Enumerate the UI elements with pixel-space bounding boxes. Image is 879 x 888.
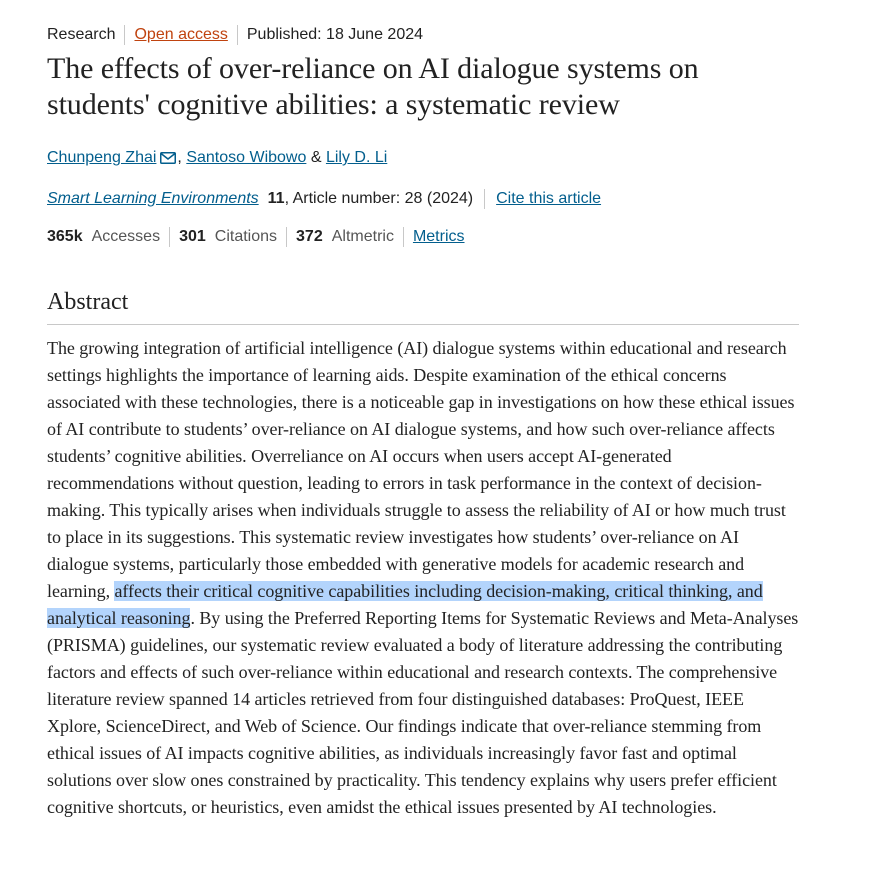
citations-label: Citations xyxy=(214,228,278,245)
altmetric-label: Altmetric xyxy=(331,228,394,245)
journal-link[interactable]: Smart Learning Environments xyxy=(47,190,259,207)
accesses-label: Accesses xyxy=(91,228,161,245)
accesses-count: 365k xyxy=(47,228,83,245)
article xyxy=(47,24,799,821)
open-access-link[interactable]: Open access xyxy=(134,26,228,43)
abstract-text xyxy=(47,335,799,821)
divider xyxy=(286,227,287,247)
abstract-text-part: The growing integration of artificial intelligence (AI) dialogue systems within educational and research settings highlights the importance of learning aids. Despite examination of the ethical concerns associated with these technologies, there is a noticeable gap in investigations on how these ethical issues of AI contribute to students’ over-reliance on AI dialogue systems, and how such over-reliance affects students’ cognitive abilities. Overreliance on AI occurs when users accept AI-generated recommendations without question, leading to errors in task performance in the context of decision-making. This typically arises when individuals struggle to assess the reliability of AI or how much trust to place in its suggestions. This systematic review investigates how students’ over-reliance on AI dialogue systems, particularly those embedded with generative models for academic research and learning, xyxy=(47,338,795,601)
author-link-zhai[interactable]: Chunpeng Zhai xyxy=(47,149,157,166)
divider xyxy=(169,227,170,247)
article-meta-row xyxy=(47,24,799,46)
author-link-wibowo[interactable]: Santoso Wibowo xyxy=(186,149,307,166)
abstract-heading: Abstract xyxy=(47,287,799,325)
author-separator: , xyxy=(177,149,187,166)
published-date: Published: 18 June 2024 xyxy=(246,26,424,43)
altmetric-score: 372 xyxy=(296,228,323,245)
divider xyxy=(124,25,125,45)
article-number: , Article number: 28 (2024) xyxy=(284,190,474,207)
divider xyxy=(484,189,485,209)
mail-icon[interactable] xyxy=(156,152,177,164)
author-list xyxy=(47,147,799,169)
metrics-link[interactable]: Metrics xyxy=(412,228,465,245)
journal-info xyxy=(47,188,799,210)
divider xyxy=(403,227,404,247)
citations-count: 301 xyxy=(179,228,206,245)
journal-volume: 11 xyxy=(267,190,285,207)
divider xyxy=(237,25,238,45)
metrics-row xyxy=(47,226,799,248)
article-title: The effects of over-reliance on AI dialogue systems on students' cognitive abilities: a systematic review xyxy=(47,52,699,121)
abstract-text-highlight: affects their critical cognitive capabilities including decision-making, critical thinking, and analytical reasoning xyxy=(47,581,763,628)
article-type: Research xyxy=(47,26,116,43)
author-link-li[interactable]: Lily D. Li xyxy=(325,149,388,166)
mail-icon-graphic xyxy=(160,152,176,164)
cite-article-link[interactable]: Cite this article xyxy=(496,190,602,207)
author-separator: & xyxy=(306,149,326,166)
abstract-text-part: . By using the Preferred Reporting Items for Systematic Reviews and Meta-Analyses (PRISMA) guidelines, our systematic review evaluated a body of literature addressing the contributing factors and effects of such over-reliance within educational and research contexts. The comprehensive literature review spanned 14 articles retrieved from four distinguished databases: ProQuest, IEEE Xplore, ScienceDirect, and Web of Science. Our findings indicate that over-reliance stemming from ethical issues of AI impacts cognitive abilities, as individuals increasingly favor fast and optimal solutions over slow ones constrained by practicality. This tendency explains why users prefer efficient cognitive shortcuts, or heuristics, even amidst the ethical issues presented by AI technologies. xyxy=(47,608,799,817)
